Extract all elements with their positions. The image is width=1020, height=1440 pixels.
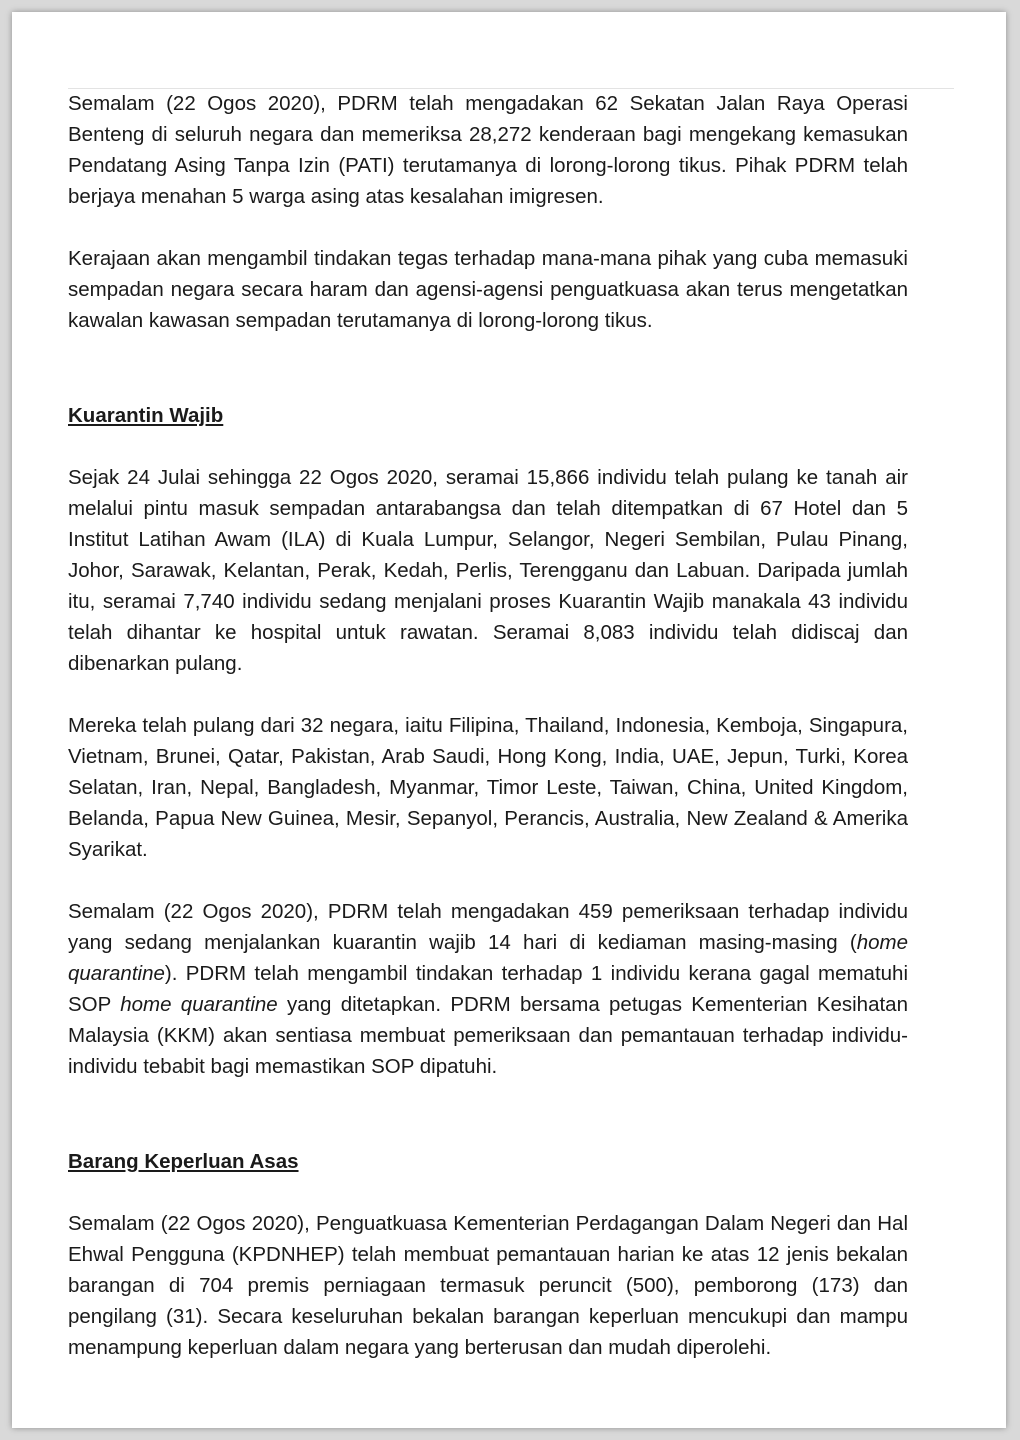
paragraph-quarantine-stats: Sejak 24 Julai sehingga 22 Ogos 2020, seramai 15,866 individu telah pulang ke tanah air melalui pintu masuk sempadan antarabangsa dan telah ditempatkan di 67 Hotel dan 5 Institut Latihan Awam (ILA) di Kuala Lumpur, Selangor, Negeri Sembilan, Pulau Pinang, Johor, Sarawak, Kelantan, Perak, Kedah, Perlis, Terengganu dan Labuan. Daripada jumlah itu, seramai 7,740 individu sedang menjalani proses Kuarantin Wajib manakala 43 individu telah dihantar ke hospital untuk rawatan. Seramai 8,083 individu telah didiscaj dan dibenarkan pulang. <box>68 466 908 675</box>
paragraph-home-quarantine <box>68 896 908 1082</box>
heading-barang-keperluan-asas: Barang Keperluan Asas <box>68 1150 299 1173</box>
home-quarantine-term-1: home quarantine <box>68 931 908 985</box>
heading-kuarantin-wajib: Kuarantin Wajib <box>68 404 224 427</box>
home-quarantine-term-2: home quarantine <box>120 993 278 1016</box>
paragraph-countries: Mereka telah pulang dari 32 negara, iaitu Filipina, Thailand, Indonesia, Kemboja, Singapura, Vietnam, Brunei, Qatar, Pakistan, Arab Saudi, Hong Kong, India, UAE, Jepun, Turki, Korea Selatan, Iran, Nepal, Bangladesh, Myanmar, Timor Leste, Taiwan, China, United Kingdom, Belanda, Papua New Guinea, Mesir, Sepanyol, Perancis, Australia, New Zealand & Amerika Syarikat. <box>68 714 908 861</box>
paragraph-home-quarantine-part-3: yang ditetapkan. PDRM bersama petugas Kementerian Kesihatan Malaysia (KKM) akan sentiasa membuat pemeriksaan dan pemantauan terhadap individu-individu tebabit bagi memastikan SOP dipatuhi. <box>68 993 908 1078</box>
paragraph-roadblocks: Semalam (22 Ogos 2020), PDRM telah mengadakan 62 Sekatan Jalan Raya Operasi Benteng di seluruh negara dan memeriksa 28,272 kenderaan bagi mengekang kemasukan Pendatang Asing Tanpa Izin (PATI) terutamanya di lorong-lorong tikus. Pihak PDRM telah berjaya menahan 5 warga asing atas kesalahan imigresen. <box>68 92 908 208</box>
document-body <box>68 88 908 1363</box>
paragraph-home-quarantine-part-2: ). PDRM telah mengambil tindakan terhadap 1 individu kerana gagal mematuhi SOP <box>68 962 908 1016</box>
paragraph-border-enforcement: Kerajaan akan mengambil tindakan tegas terhadap mana-mana pihak yang cuba memasuki sempadan negara secara haram dan agensi-agensi penguatkuasa akan terus mengetatkan kawalan kawasan sempadan terutamanya di lorong-lorong tikus. <box>68 247 908 332</box>
paragraph-supply-monitoring: Semalam (22 Ogos 2020), Penguatkuasa Kementerian Perdagangan Dalam Negeri dan Hal Ehwal Pengguna (KPDNHEP) telah membuat pemantauan harian ke atas 12 jenis bekalan barangan di 704 premis perniagaan termasuk peruncit (500), pemborong (173) dan pengilang (31). Secara keseluruhan bekalan barangan keperluan mencukupi dan mampu menampung keperluan dalam negara yang berterusan dan mudah diperolehi. <box>68 1212 908 1359</box>
document-page <box>12 12 1006 1428</box>
paragraph-home-quarantine-part-1: Semalam (22 Ogos 2020), PDRM telah mengadakan 459 pemeriksaan terhadap individu yang sedang menjalankan kuarantin wajib 14 hari di kediaman masing-masing ( <box>68 900 908 954</box>
